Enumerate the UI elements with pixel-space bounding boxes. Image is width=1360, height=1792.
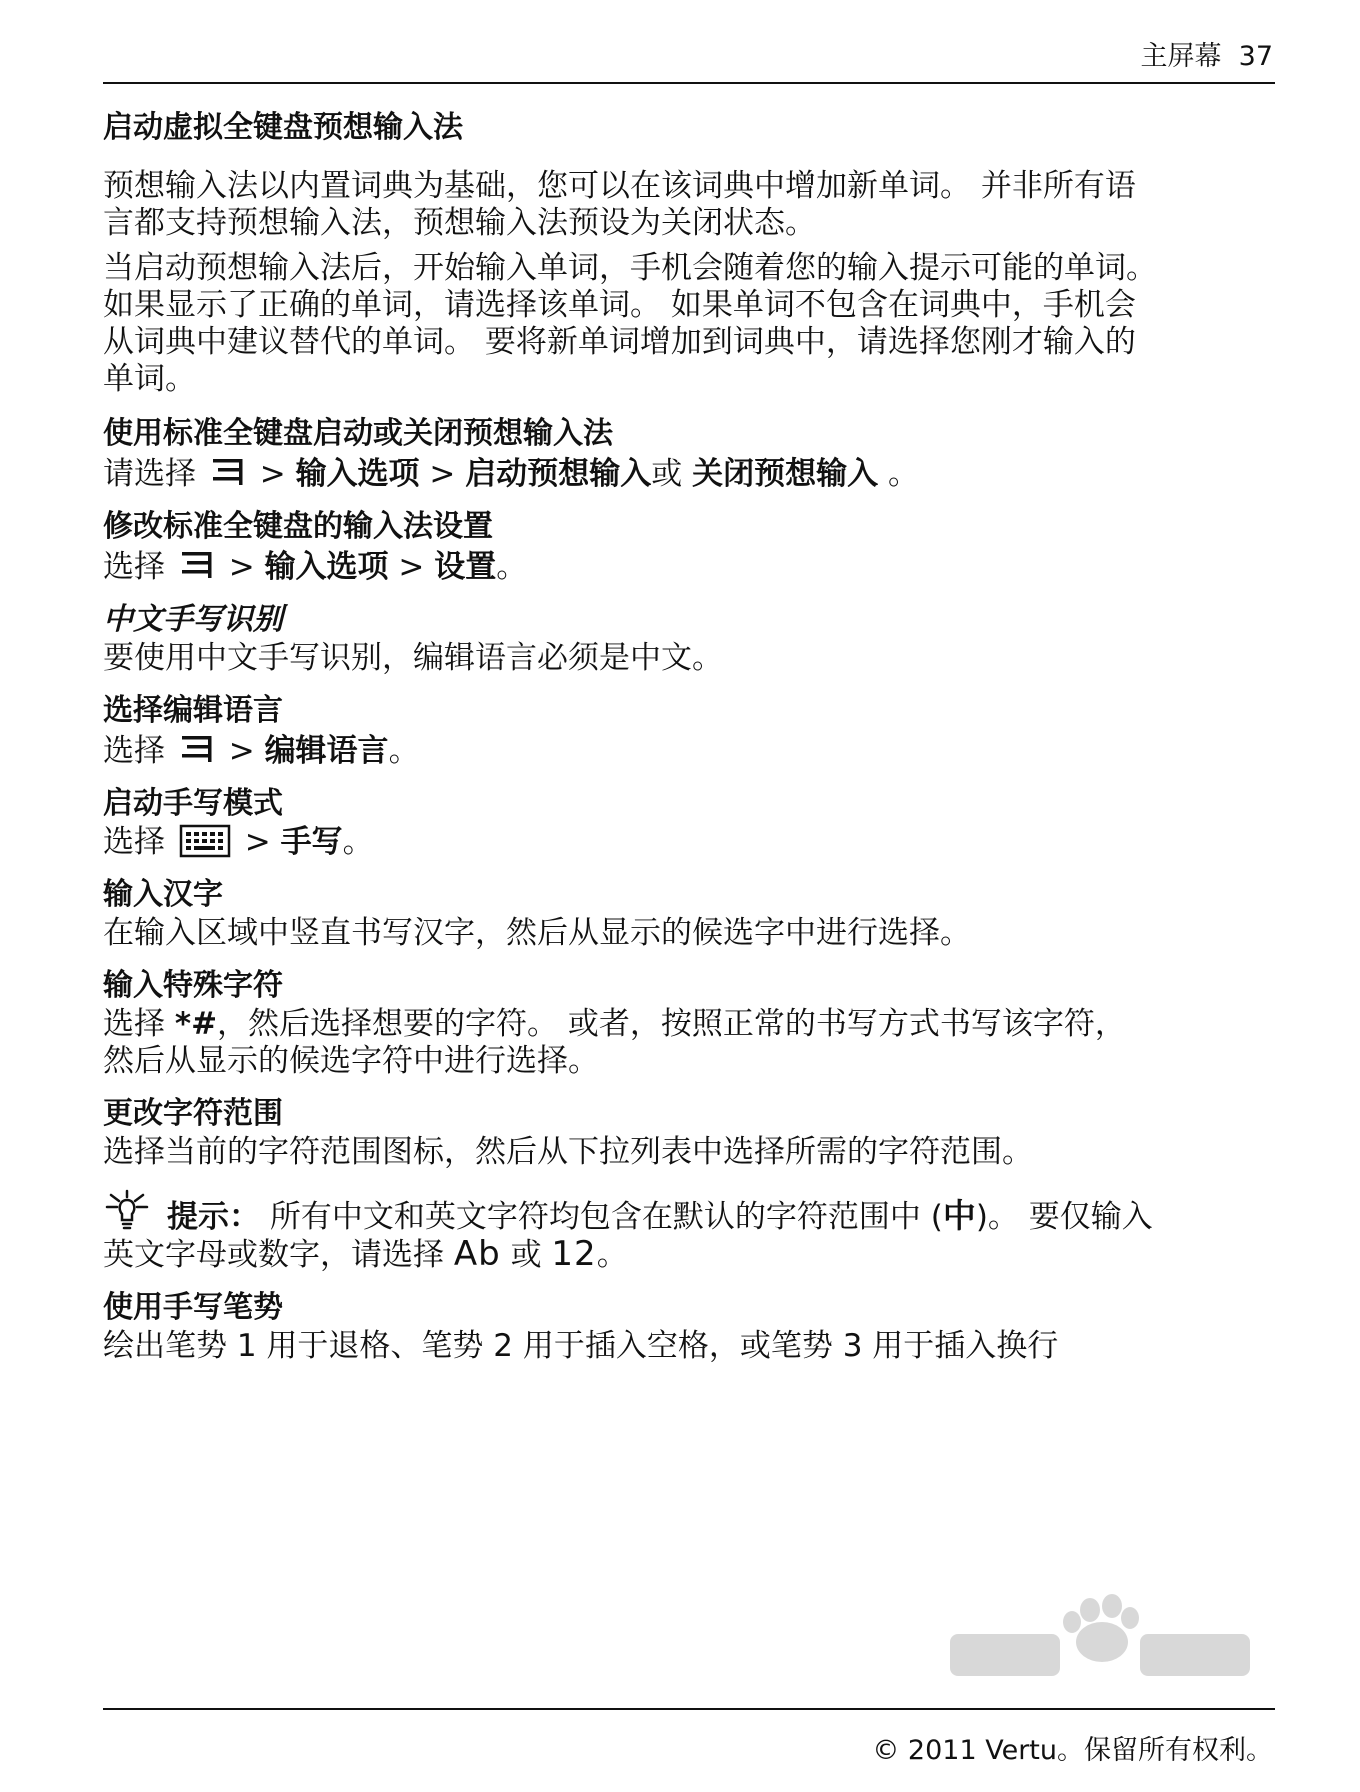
separator: > — [398, 549, 425, 585]
text: 。 — [388, 733, 420, 769]
text-line: 言都支持预想输入法，预想输入法预设为关闭状态。 — [103, 205, 816, 241]
chinese-range-icon: 中 — [942, 1196, 976, 1235]
text: 英文字母或数字，请选择 — [103, 1237, 444, 1273]
text-line — [103, 1006, 1275, 1043]
text: 。 — [496, 549, 528, 585]
page-content — [103, 108, 1275, 1365]
section-heading: 启动手写模式 — [103, 786, 283, 821]
section-heading: 修改标准全键盘的输入法设置 — [103, 509, 493, 544]
tip-block — [103, 1189, 1275, 1274]
section-heading: 启动虚拟全键盘预想输入法 — [103, 110, 463, 145]
menu-icon — [179, 731, 215, 765]
tip-label: 提示： — [167, 1199, 260, 1235]
separator: > — [244, 824, 271, 860]
menu-option: 编辑语言 — [264, 733, 389, 769]
header-title: 主屏幕 — [1140, 41, 1222, 72]
text: ，然后选择想要的字符。 或者，按照正常的书写方式书写该字符， — [217, 1006, 1126, 1042]
paragraph: 选择当前的字符范围图标，然后从下拉列表中选择所需的字符范围。 — [103, 1134, 1033, 1170]
paragraph — [103, 1006, 1275, 1080]
baidu-watermark-icon — [940, 1592, 1260, 1692]
menu-option: 输入选项 — [295, 456, 420, 492]
menu-icon — [210, 454, 246, 488]
text: 选择 — [103, 824, 165, 860]
paragraph: 在输入区域中竖直书写汉字，然后从显示的候选字中进行选择。 — [103, 915, 971, 951]
text-line: 从词典中建议替代的单词。 要将新单词增加到词典中，请选择您刚才输入的 — [103, 324, 1136, 360]
section-heading: 更改字符范围 — [103, 1096, 283, 1131]
text: 。 — [887, 456, 919, 492]
separator: > — [228, 733, 255, 769]
page-number: 37 — [1238, 41, 1273, 72]
paragraph: 要使用中文手写识别，编辑语言必须是中文。 — [103, 640, 723, 676]
lightbulb-icon — [103, 1189, 165, 1233]
text: )。 要仅输入 — [975, 1199, 1153, 1235]
header-text — [1140, 34, 1273, 73]
menu-option: 启动预想输入 — [465, 456, 652, 492]
text: 选择 — [103, 1006, 165, 1042]
text: 选择 — [103, 549, 165, 585]
menu-icon — [179, 547, 215, 581]
text-line — [103, 1236, 1275, 1274]
text-line: 如果显示了正确的单词，请选择该单词。 如果单词不包含在词典中，手机会 — [103, 287, 1136, 323]
paragraph: 绘出笔势 1 用于退格、笔势 2 用于插入空格，或笔势 3 用于插入换行 — [103, 1328, 1059, 1364]
symbol-key: *# — [174, 1006, 218, 1042]
text: 。 — [596, 1237, 628, 1273]
text: 或 — [510, 1237, 542, 1273]
section-heading: 选择编辑语言 — [103, 693, 283, 728]
alphabet-range-icon: Ab — [453, 1234, 501, 1274]
instruction-line — [103, 824, 1275, 861]
page-footer — [103, 1708, 1275, 1766]
section-heading: 使用手写笔势 — [103, 1290, 283, 1325]
section-heading: 使用标准全键盘启动或关闭预想输入法 — [103, 416, 613, 451]
menu-option: 关闭预想输入 — [692, 456, 879, 492]
paragraph — [103, 250, 1275, 398]
section-heading: 中文手写识别 — [103, 602, 283, 637]
text-line — [103, 1189, 1275, 1236]
instruction-line — [103, 454, 1275, 493]
copyright: © 2011 Vertu。保留所有权利。 — [872, 1735, 1273, 1766]
menu-option: 输入选项 — [264, 549, 389, 585]
separator: > — [429, 456, 456, 492]
text-line: 单词。 — [103, 361, 196, 397]
section-heading: 输入汉字 — [103, 877, 223, 912]
text-line: 预想输入法以内置词典为基础，您可以在该词典中增加新单词。 并非所有语 — [103, 168, 1136, 204]
text-line: 然后从显示的候选字符中进行选择。 — [103, 1043, 599, 1079]
text-line: 当启动预想输入法后，开始输入单词，手机会随着您的输入提示可能的单词。 — [103, 250, 1157, 286]
number-range-icon: 12 — [551, 1234, 597, 1274]
keyboard-icon — [179, 824, 231, 858]
section-heading: 输入特殊字符 — [103, 968, 283, 1003]
text: 请选择 — [103, 456, 196, 492]
separator: > — [259, 456, 286, 492]
text: 所有中文和英文字符均包含在默认的字符范围中 ( — [269, 1199, 943, 1235]
text: 。 — [342, 824, 374, 860]
page-header — [103, 28, 1275, 84]
separator: > — [228, 549, 255, 585]
menu-option: 手写 — [280, 824, 343, 860]
text: 选择 — [103, 733, 165, 769]
instruction-line — [103, 731, 1275, 770]
text: 或 — [651, 456, 683, 492]
menu-option: 设置 — [434, 549, 497, 585]
instruction-line — [103, 547, 1275, 586]
paragraph — [103, 168, 1275, 242]
